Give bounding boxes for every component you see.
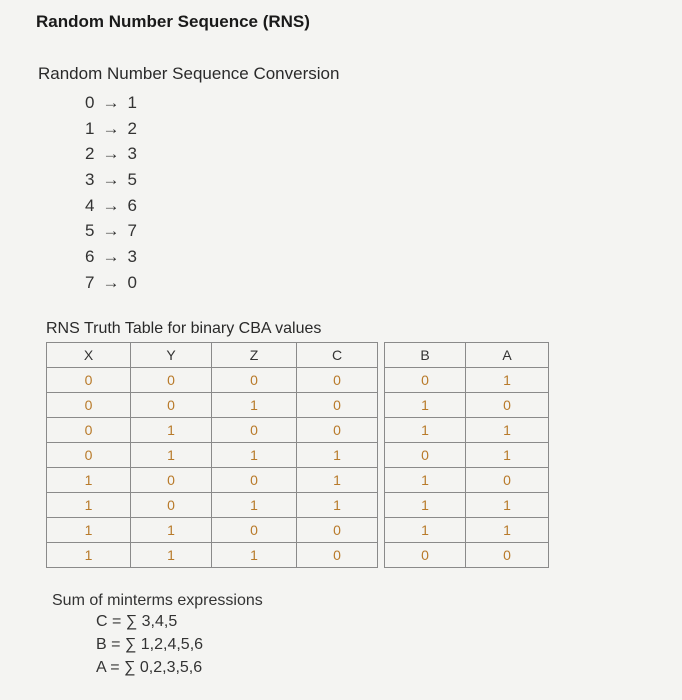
conversion-mapping-row bbox=[85, 167, 137, 193]
cell-z: 0 bbox=[212, 518, 297, 543]
table-row bbox=[47, 468, 549, 493]
cell-y: 0 bbox=[131, 493, 212, 518]
column-gap bbox=[378, 343, 385, 368]
column-gap bbox=[378, 493, 385, 518]
mapping-from: 0 bbox=[85, 93, 95, 112]
column-header-c: C bbox=[297, 343, 378, 368]
mapping-to: 0 bbox=[127, 272, 137, 292]
cell-a: 1 bbox=[466, 368, 549, 393]
right-arrow-icon: → bbox=[102, 272, 120, 292]
conversion-mapping-row bbox=[85, 270, 137, 296]
column-header-b: B bbox=[385, 343, 466, 368]
mapping-to: 7 bbox=[127, 221, 137, 241]
cell-a: 1 bbox=[466, 518, 549, 543]
column-gap bbox=[378, 518, 385, 543]
page-title: Random Number Sequence (RNS) bbox=[36, 12, 310, 31]
mapping-from: 5 bbox=[85, 221, 95, 241]
conversion-mapping-row bbox=[85, 218, 137, 244]
cell-c: 0 bbox=[297, 368, 378, 393]
cell-x: 1 bbox=[47, 493, 131, 518]
cell-y: 0 bbox=[131, 393, 212, 418]
right-arrow-icon: → bbox=[102, 170, 120, 190]
right-arrow-icon: → bbox=[102, 118, 120, 138]
cell-c: 0 bbox=[297, 543, 378, 568]
conversion-heading: Random Number Sequence Conversion bbox=[38, 64, 340, 83]
sum-of-minterms-heading: Sum of minterms expressions bbox=[52, 592, 263, 609]
cell-a: 1 bbox=[466, 443, 549, 468]
sum-of-minterms-section bbox=[52, 592, 263, 679]
conversion-mapping-row bbox=[85, 244, 137, 270]
mapping-to: 3 bbox=[127, 144, 137, 164]
cell-c: 1 bbox=[297, 443, 378, 468]
right-arrow-icon: → bbox=[102, 247, 120, 267]
minterm-expression-b: B = ∑ 1,2,4,5,6 bbox=[96, 636, 204, 653]
minterm-expression-a: A = ∑ 0,2,3,5,6 bbox=[96, 659, 203, 676]
cell-c: 1 bbox=[297, 493, 378, 518]
column-header-y: Y bbox=[131, 343, 212, 368]
mapping-to: 6 bbox=[127, 195, 137, 215]
conversion-mapping-row bbox=[85, 193, 137, 219]
cell-b: 1 bbox=[385, 493, 466, 518]
cell-a: 0 bbox=[466, 468, 549, 493]
conversion-mapping-row bbox=[85, 141, 137, 167]
column-gap bbox=[378, 543, 385, 568]
truth-table-header-row bbox=[47, 343, 549, 368]
column-gap bbox=[378, 443, 385, 468]
conversion-mapping-row bbox=[85, 90, 137, 116]
cell-b: 1 bbox=[385, 468, 466, 493]
cell-z: 1 bbox=[212, 493, 297, 518]
cell-a: 0 bbox=[466, 393, 549, 418]
cell-x: 1 bbox=[47, 543, 131, 568]
cell-x: 1 bbox=[47, 518, 131, 543]
cell-b: 1 bbox=[385, 393, 466, 418]
table-row bbox=[47, 393, 549, 418]
cell-b: 0 bbox=[385, 443, 466, 468]
mapping-to: 5 bbox=[127, 170, 137, 190]
cell-y: 1 bbox=[131, 518, 212, 543]
cell-x: 0 bbox=[47, 418, 131, 443]
column-header-a: A bbox=[466, 343, 549, 368]
mapping-from: 1 bbox=[85, 118, 95, 138]
column-gap bbox=[378, 418, 385, 443]
column-gap bbox=[378, 393, 385, 418]
conversion-mapping-list bbox=[85, 90, 137, 296]
conversion-mapping-row bbox=[85, 116, 137, 142]
table-row bbox=[47, 543, 549, 568]
mapping-to: 3 bbox=[127, 247, 137, 267]
mapping-from: 7 bbox=[85, 272, 95, 292]
cell-b: 0 bbox=[385, 543, 466, 568]
cell-z: 0 bbox=[212, 468, 297, 493]
cell-y: 0 bbox=[131, 368, 212, 393]
cell-b: 1 bbox=[385, 518, 466, 543]
column-gap bbox=[378, 468, 385, 493]
mapping-from: 3 bbox=[85, 170, 95, 190]
cell-z: 1 bbox=[212, 393, 297, 418]
minterm-expression-c: C = ∑ 3,4,5 bbox=[96, 613, 178, 630]
cell-x: 1 bbox=[47, 468, 131, 493]
mapping-to: 2 bbox=[127, 118, 137, 138]
truth-table-heading: RNS Truth Table for binary CBA values bbox=[46, 320, 322, 337]
cell-z: 0 bbox=[212, 418, 297, 443]
cell-c: 1 bbox=[297, 468, 378, 493]
cell-a: 0 bbox=[466, 543, 549, 568]
table-row bbox=[47, 443, 549, 468]
column-header-x: X bbox=[47, 343, 131, 368]
table-row bbox=[47, 368, 549, 393]
mapping-from: 6 bbox=[85, 247, 95, 267]
cell-y: 1 bbox=[131, 418, 212, 443]
cell-c: 0 bbox=[297, 393, 378, 418]
column-gap bbox=[378, 368, 385, 393]
cell-b: 1 bbox=[385, 418, 466, 443]
right-arrow-icon: → bbox=[102, 221, 120, 241]
right-arrow-icon: → bbox=[102, 93, 120, 112]
cell-y: 1 bbox=[131, 443, 212, 468]
cell-a: 1 bbox=[466, 418, 549, 443]
cell-z: 0 bbox=[212, 368, 297, 393]
truth-table bbox=[46, 342, 549, 568]
cell-x: 0 bbox=[47, 443, 131, 468]
cell-c: 0 bbox=[297, 418, 378, 443]
cell-x: 0 bbox=[47, 393, 131, 418]
cell-c: 0 bbox=[297, 518, 378, 543]
right-arrow-icon: → bbox=[102, 144, 120, 164]
cell-y: 0 bbox=[131, 468, 212, 493]
table-row bbox=[47, 493, 549, 518]
column-header-z: Z bbox=[212, 343, 297, 368]
table-row bbox=[47, 418, 549, 443]
cell-z: 1 bbox=[212, 443, 297, 468]
cell-y: 1 bbox=[131, 543, 212, 568]
cell-a: 1 bbox=[466, 493, 549, 518]
mapping-to: 1 bbox=[127, 93, 137, 112]
cell-z: 1 bbox=[212, 543, 297, 568]
mapping-from: 4 bbox=[85, 195, 95, 215]
cell-b: 0 bbox=[385, 368, 466, 393]
right-arrow-icon: → bbox=[102, 195, 120, 215]
mapping-from: 2 bbox=[85, 144, 95, 164]
cell-x: 0 bbox=[47, 368, 131, 393]
table-row bbox=[47, 518, 549, 543]
